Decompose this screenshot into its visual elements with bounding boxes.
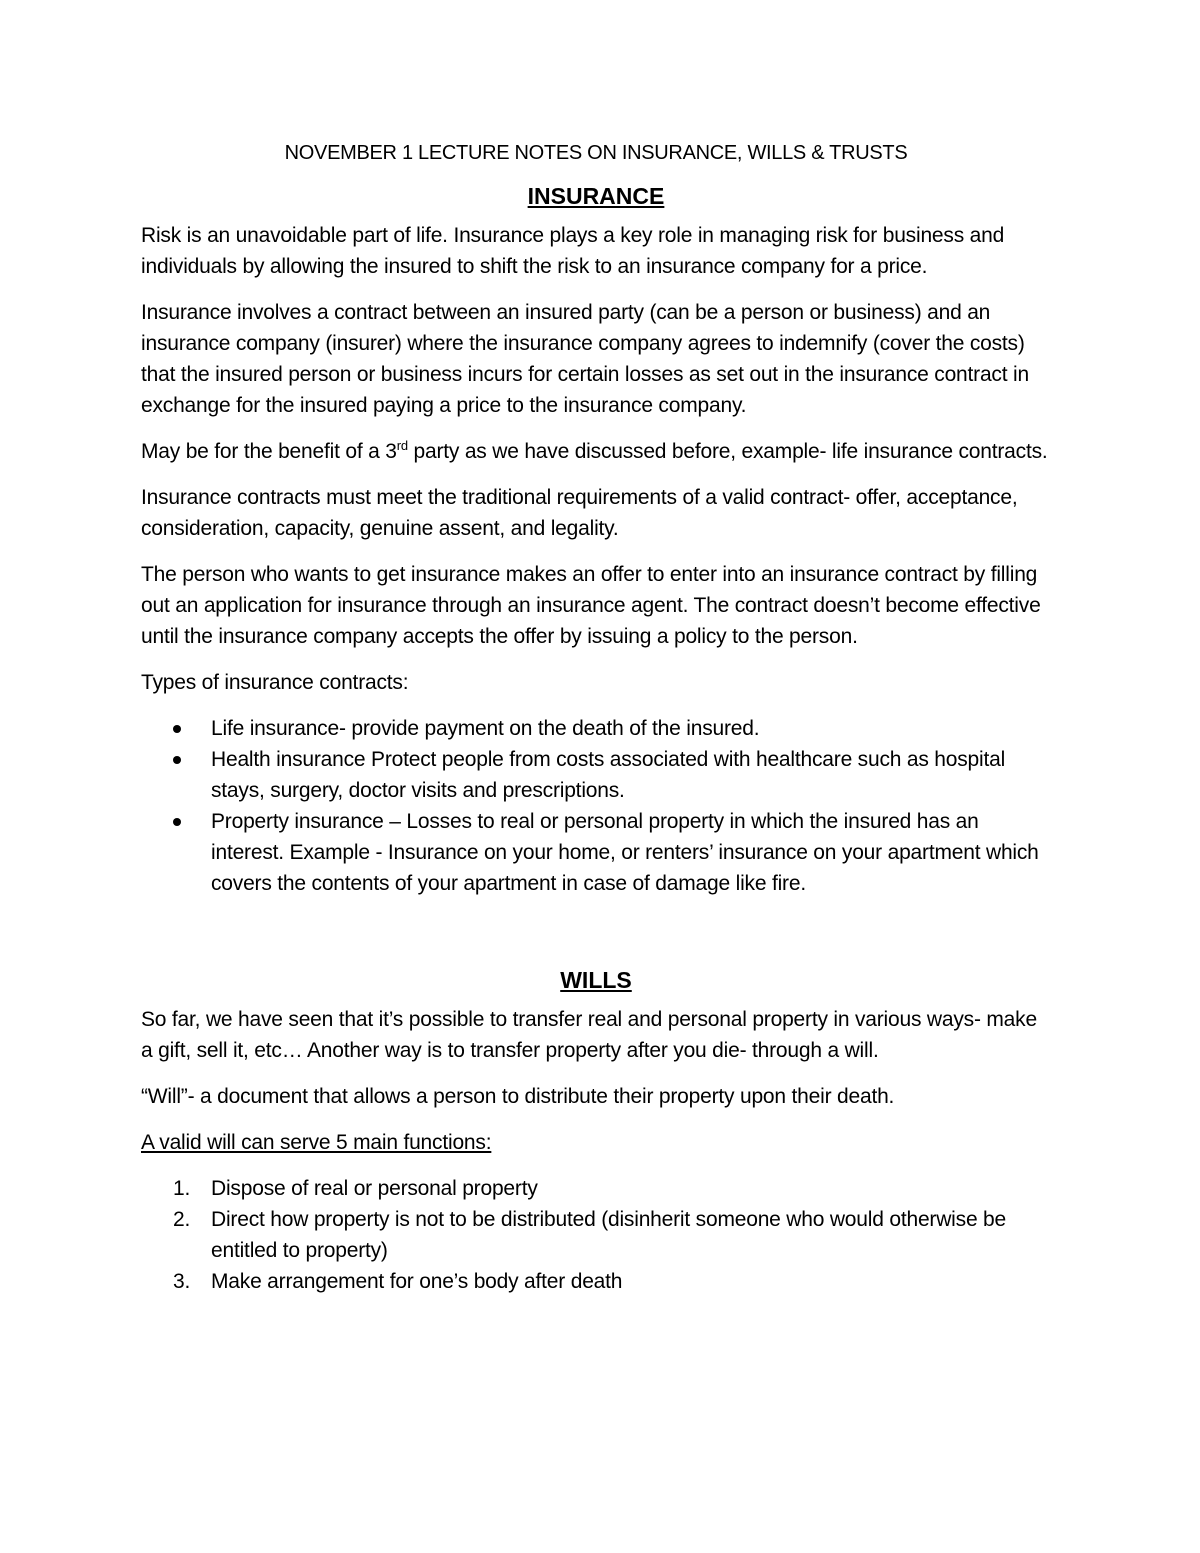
insurance-paragraph-3 [141, 436, 1051, 467]
will-functions-list [141, 1173, 1051, 1297]
list-item-text: Health insurance Protect people from costs associated with healthcare such as hospital stays, surgery, doctor visits and prescriptions. [211, 748, 1006, 802]
list-number: 1. [173, 1177, 191, 1200]
functions-subheading: A valid will can serve 5 main functions: [141, 1131, 492, 1154]
bullet-icon [173, 725, 181, 733]
document-title: NOVEMBER 1 LECTURE NOTES ON INSURANCE, WILLS & TRUSTS [284, 142, 908, 164]
list-number: 2. [173, 1208, 191, 1231]
list-item-text: Make arrangement for one’s body after death [211, 1270, 623, 1293]
list-item-text: Property insurance – Losses to real or personal property in which the insured has an interest. Example - Insurance on your home, or renters’ insurance on your apartment which covers the contents of your apartment in case of damage like fire. [211, 810, 1039, 895]
list-item [173, 1173, 1051, 1204]
wills-paragraph-1: So far, we have seen that it’s possible to transfer real and personal property in various ways- make a gift, sell it, etc… Another way is to transfer property after you die- through a will. [141, 1008, 1037, 1062]
bullet-icon [173, 756, 181, 764]
list-item-text: Direct how property is not to be distributed (disinherit someone who would otherwise be entitled to property) [211, 1208, 1007, 1262]
wills-paragraph-2: “Will”- a document that allows a person to distribute their property upon their death. [141, 1085, 895, 1108]
insurance-paragraph-5: The person who wants to get insurance makes an offer to enter into an insurance contract by filling out an application for insurance through an insurance agent. The contract doesn’t become effective until the insurance company accepts the offer by issuing a policy to the person. [141, 563, 1041, 648]
list-number: 3. [173, 1270, 191, 1293]
bullet-icon [173, 818, 181, 826]
list-item-text: Life insurance- provide payment on the death of the insured. [211, 717, 760, 740]
list-item [173, 1266, 1051, 1297]
list-item [211, 806, 1051, 899]
list-item [211, 744, 1051, 806]
insurance-paragraph-2: Insurance involves a contract between an insured party (can be a person or business) and an insurance company (insurer) where the insurance company agrees to indemnify (cover the costs) that the insured person or business incurs for certain losses as set out in the insurance contract in exchange for the insured paying a price to the insurance company. [141, 301, 1029, 417]
list-item [173, 1204, 1051, 1266]
insurance-types-label: Types of insurance contracts: [141, 671, 409, 694]
list-item [211, 713, 1051, 744]
insurance-heading: INSURANCE [527, 183, 665, 209]
list-item-text: Dispose of real or personal property [211, 1177, 538, 1200]
wills-heading: WILLS [560, 967, 632, 993]
insurance-paragraph-4: Insurance contracts must meet the traditional requirements of a valid contract- offer, acceptance, consideration, capacity, genuine assent, and legality. [141, 486, 1018, 540]
document-page [141, 138, 1051, 1297]
paragraph-3-text-before: May be for the benefit of a 3 [141, 440, 397, 463]
insurance-types-list [141, 713, 1051, 899]
ordinal-superscript: rd [396, 438, 408, 453]
insurance-paragraph-1: Risk is an unavoidable part of life. Insurance plays a key role in managing risk for business and individuals by allowing the insured to shift the risk to an insurance company for a price. [141, 224, 1005, 278]
paragraph-3-text-after: party as we have discussed before, example- life insurance contracts. [407, 440, 1048, 463]
